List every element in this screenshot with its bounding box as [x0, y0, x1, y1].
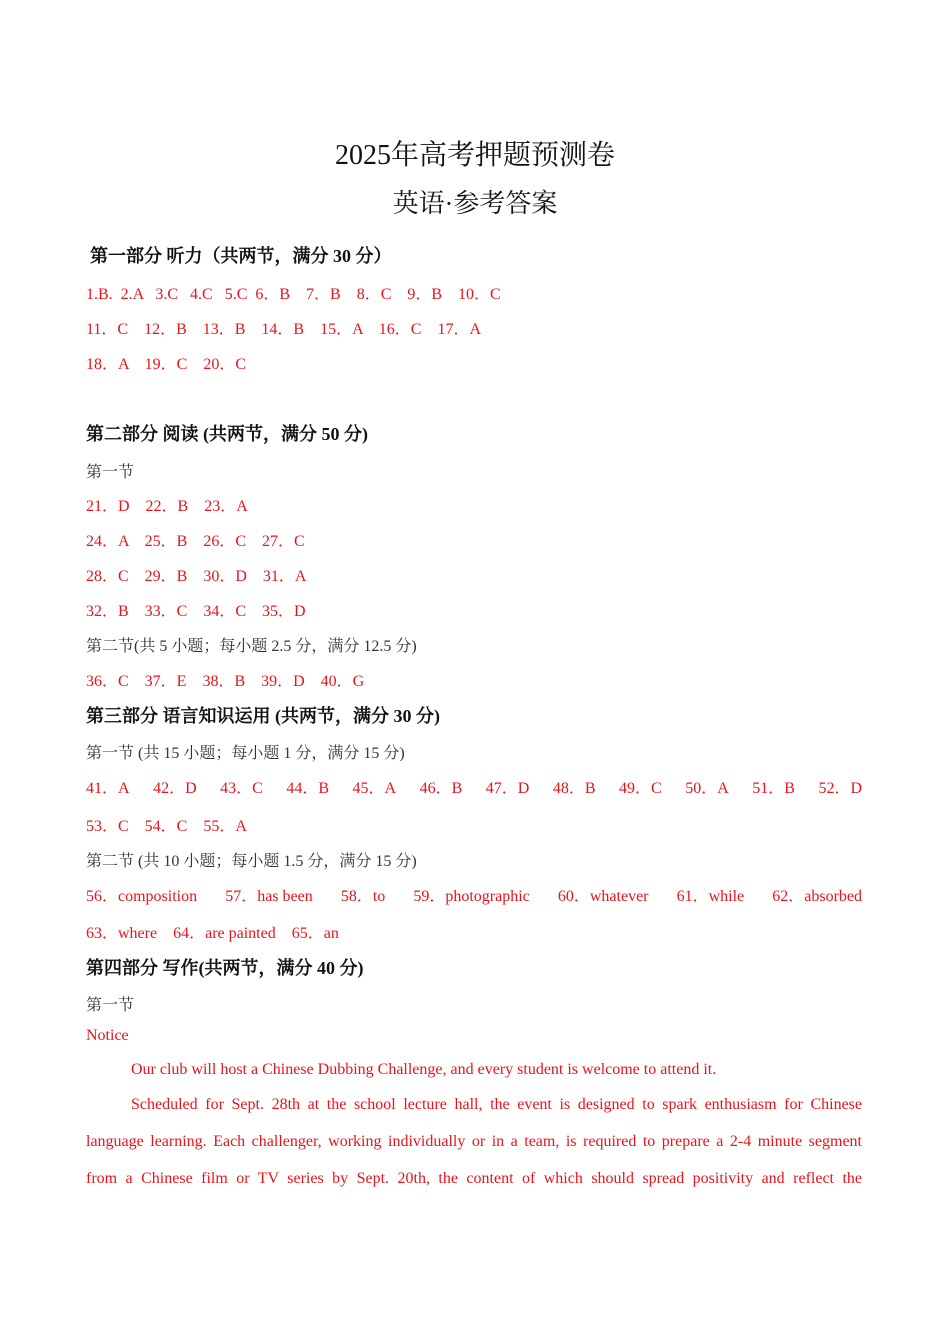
part3-section2-label: 第二节 (共 10 小题；每小题 1.5 分，满分 15 分) [86, 853, 417, 870]
part3-section1-answers-row-1 [86, 775, 862, 798]
answer-61: 61．while [676, 888, 745, 905]
exam-subtitle: 英语·参考答案 [392, 189, 558, 218]
part2-section2-answers: 36．C 37．E 38．B 39．D 40．G [86, 673, 365, 690]
part2-answers-row-1: 21．D 22．B 23．A [86, 498, 248, 515]
part3-section2-answers-row-2: 63．where 64．are painted 65．an [86, 925, 339, 942]
part3-section1-answers-row-2: 53．C 54．C 55．A [86, 818, 247, 835]
answer-56: 56．composition [86, 888, 198, 905]
part3-section1-label: 第一节 (共 15 小题；每小题 1 分，满分 15 分) [86, 745, 405, 762]
answer-52: 52．D [818, 780, 862, 797]
part4-heading: 第四部分 写作(共两节，满分 40 分) [86, 958, 364, 978]
answer-62: 62．absorbed [772, 888, 862, 905]
answer-60: 60．whatever [557, 888, 649, 905]
part2-heading: 第二部分 阅读 (共两节，满分 50 分) [86, 424, 368, 444]
part3-heading: 第三部分 语言知识运用 (共两节，满分 30 分) [86, 706, 440, 726]
answer-58: 58．to [340, 888, 386, 905]
part2-answers-row-4: 32．B 33．C 34．C 35．D [86, 603, 306, 620]
notice-paragraph-2-line-2: language learning. Each challenger, working individually or in a team, is required to prepare a 2-4 minute segment [86, 1133, 862, 1150]
part2-answers-row-2: 24．A 25．B 26．C 27．C [86, 533, 305, 550]
part1-answers-row-2: 11．C 12．B 13．B 14．B 15．A 16．C 17．A [86, 321, 481, 338]
answer-46: 46．B [419, 780, 463, 797]
answer-57: 57．has been [225, 888, 313, 905]
part4-section1-label: 第一节 [86, 997, 135, 1014]
part2-section2-label: 第二节(共 5 小题；每小题 2.5 分，满分 12.5 分) [86, 638, 417, 655]
answer-50: 50．A [685, 780, 729, 797]
answer-47: 47．D [485, 780, 530, 797]
answer-49: 49．C [619, 780, 662, 797]
answer-44: 44．B [286, 780, 329, 797]
answer-51: 51．B [752, 780, 795, 797]
part2-answers-row-3: 28．C 29．B 30．D 31．A [86, 568, 307, 585]
answer-48: 48．B [552, 780, 596, 797]
answer-42: 42．D [153, 780, 197, 797]
part3-section2-answers-row-1 [86, 883, 862, 906]
notice-paragraph-1: Our club will host a Chinese Dubbing Challenge, and every student is welcome to attend it. [131, 1061, 717, 1078]
notice-paragraph-2-line-1: Scheduled for Sept. 28th at the school lecture hall, the event is designed to spark enthusiasm for Chinese [131, 1096, 862, 1113]
part1-answers-row-1: 1.B. 2.A 3.C 4.C 5.C 6．B 7．B 8．C 9．B 10．C [86, 286, 501, 303]
answer-59: 59．photographic [413, 888, 530, 905]
answer-43: 43．C [220, 780, 263, 797]
notice-paragraph-2-line-3: from a Chinese film or TV series by Sept. 20th, the content of which should spread positivity and reflect the [86, 1170, 862, 1187]
part2-section1-label: 第一节 [86, 464, 135, 481]
part1-answers-row-3: 18．A 19．C 20．C [86, 356, 247, 373]
answer-41: 41．A [86, 780, 130, 797]
exam-title: 2025年高考押题预测卷 [334, 140, 615, 171]
answer-45: 45．A [352, 780, 397, 797]
notice-title: Notice [86, 1027, 129, 1044]
part1-heading: 第一部分 听力（共两节，满分 30 分） [90, 246, 392, 266]
